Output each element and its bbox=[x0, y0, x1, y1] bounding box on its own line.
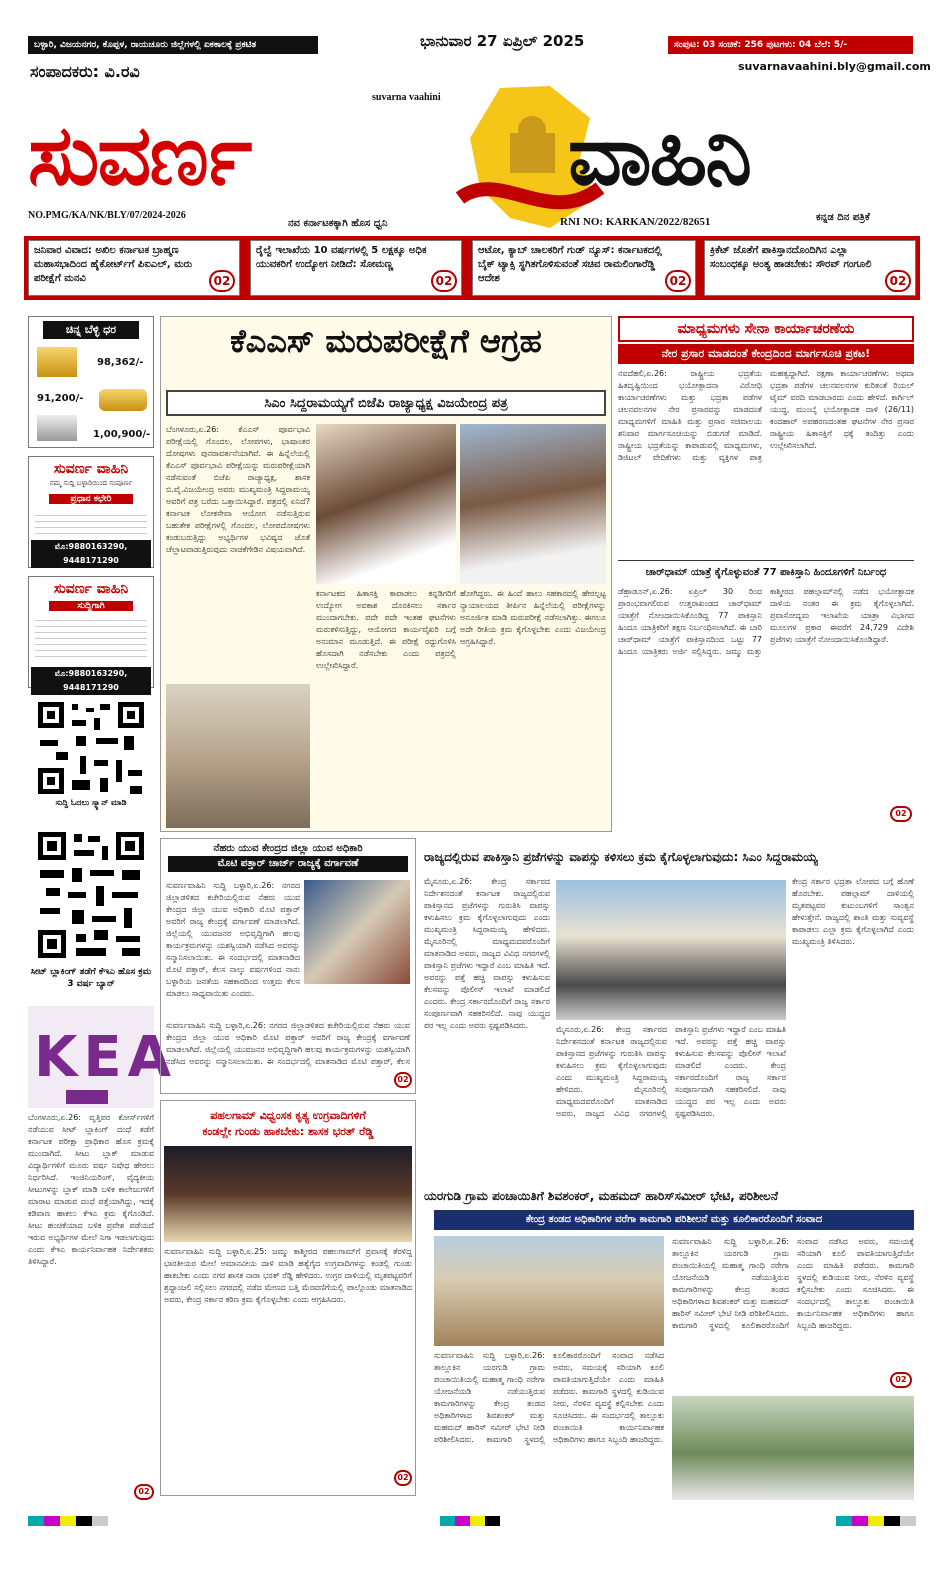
office-ad-label: ಪ್ರಧಾನ ಕಛೇರಿ bbox=[49, 494, 133, 504]
lead-photo-exam-hall bbox=[166, 684, 310, 828]
pahalgam-headline-2: ಕಂಡಲ್ಲೇ ಗುಂಡು ಹಾಕಬೇಕು: ಶಾಸಕ ಭರತ್ ರೆಡ್ಡಿ bbox=[202, 1125, 374, 1138]
lead-headline: ಕೆಎಎಸ್ ಮರುಪರೀಕ್ಷೆಗೆ ಆಗ್ರಹ bbox=[230, 322, 542, 360]
kea-story-page: 02 bbox=[134, 1484, 154, 1500]
yaraguddi-headline: ಯರಗುಡಿ ಗ್ರಾಮ ಪಂಚಾಯಿತಿಗೆ ಶಿವಶಂಕರ್, ಮಹಮದ್ ಹಾರಿಸ್‌ಸಮೀರ್ ಭೇಟಿ, ಪರಿಶೀಲನೆ bbox=[424, 1189, 778, 1203]
pahalgam-page: 02 bbox=[394, 1470, 412, 1486]
masthead-title-left: ಸುವರ್ಣ bbox=[28, 106, 251, 204]
teaser-4-page: 02 bbox=[885, 270, 911, 292]
qr-code-2[interactable] bbox=[36, 830, 146, 960]
news-ad bbox=[28, 576, 154, 692]
media-headline-1: ಮಾಧ್ಯಮಗಳು ಸೇನಾ ಕಾರ್ಯಾಚರಣೆಯ bbox=[618, 316, 914, 342]
news-ad-title: ಸುವರ್ಣ ವಾಹಿನಿ bbox=[53, 581, 129, 597]
nyk-page: 02 bbox=[394, 1072, 412, 1088]
lead-col-2: ಕರ್ನಾಟಕದ ಹಿತಾಸಕ್ತಿ ಕಾಪಾಡಲು ಕನ್ನಡಿಗರಿಗೆ ಉದ್ಯೋಗ ಅವಕಾಶ ದೊರಕಿಸಲು ಸರ್ಕಾರ ಮುಂದಾಗಬೇಕು. ಪದೇ ಪದೇ ಇಂತಹ ಘಟನೆಗಳು ಮರುಕಳಿಸುತ್ತಿದ್ದು, ಆಯೋಗದ ಕಾರ್ಯವೈಖರಿ ಬಗ್ಗೆ ಅನುಮಾನ ಮೂಡುತ್ತಿದೆ. ಈ ಪರೀಕ್ಷೆ ರದ್ದುಗೊಳಿಸಿ ಹೊಸದಾಗಿ ನಡೆಸಬೇಕು ಎಂದು ಪತ್ರದಲ್ಲಿ ಉಲ್ಲೇಖಿಸಿದ್ದಾರೆ. bbox=[316, 589, 456, 670]
pahalgam-photo-candle-march bbox=[164, 1146, 412, 1242]
issue-date: ಭಾನುವಾರ 27 ಏಪ್ರಿಲ್ 2025 bbox=[420, 32, 585, 50]
teaser-3-page: 02 bbox=[665, 270, 691, 292]
teaser-1-page: 02 bbox=[209, 270, 235, 292]
news-ad-label: ಸುದ್ದಿಗಾಗಿ bbox=[49, 601, 133, 611]
teaser-3-text: ಆಟೋ, ಕ್ಯಾಬ್ ಚಾಲಕರಿಗೆ ಗುಡ್ ನ್ಯೂಸ್: ಕರ್ನಾಟಕದಲ್ಲಿ ಬೈಕ್ ಟ್ಯಾಕ್ಸಿ ಸ್ಥಗಿತಗೊಳಿಸುವಂತೆ ಸಚಿವ ರಾಮಲಿಂಗಾರೆಡ್ಡಿ ಆದೇಶ bbox=[478, 245, 662, 284]
masthead-title-right: ವಾಹಿನಿ bbox=[568, 106, 750, 204]
yaraguddi-photo-field bbox=[434, 1236, 664, 1346]
lead-photo-vijayendra bbox=[316, 424, 456, 584]
teaser-3[interactable] bbox=[472, 240, 696, 296]
pak-body-left: ಮೈಸೂರು,ಏ.26: ಕೇಂದ್ರ ಸರ್ಕಾರದ ನಿರ್ದೇಶನದಂತೆ ಕರ್ನಾಟಕ ರಾಜ್ಯದಲ್ಲಿರುವ ಪಾಕಿಸ್ತಾನದ ಪ್ರಜೆಗಳನ್ನು ಗುರುತಿಸಿ ವಾಪಸ್ಸು ಕಳುಹಿಸಲು ಕ್ರಮ ಕೈಗೊಳ್ಳಲಾಗುವುದು ಎಂದು ಮುಖ್ಯಮಂತ್ರಿ ಸಿದ್ದರಾಮಯ್ಯ ಹೇಳಿದರು. ಮೈಸೂರಿನಲ್ಲಿ ಮಾಧ್ಯಮದವರೊಂದಿಗೆ ಮಾತನಾಡಿದ ಅವರು, ರಾಜ್ಯದ ವಿವಿಧ ನಗರಗಳಲ್ಲಿ ಪಾಕಿಸ್ತಾನಿ ಪ್ರಜೆಗಳು ಇದ್ದಾರೆ ಎಂಬ ಮಾಹಿತಿ ಇದೆ. ಅವರನ್ನು ಪತ್ತೆ ಹಚ್ಚಿ ವಾಪಸ್ಸು ಕಳುಹಿಸುವ ಕೆಲಸವನ್ನು ಪೊಲೀಸ್ ಇಲಾಖೆ ಮಾಡಲಿದೆ ಎಂದರು. ಕೇಂದ್ರ ಸರ್ಕಾರದೊಂದಿಗೆ ರಾಜ್ಯ ಸರ್ಕಾರ ಸಂಪೂರ್ಣವಾಗಿ ಸಹಕರಿಸಲಿದೆ. ನಾವು ಯುದ್ಧದ ಪರ ಇಲ್ಲ ಎಂದು ಅವರು ಸ್ಪಷ್ಟಪಡಿಸಿದರು. bbox=[424, 877, 550, 1030]
teaser-2-page: 02 bbox=[431, 270, 457, 292]
teaser-4-text: ಕ್ರಿಕೆಟ್ ಜೊತೆಗೆ ಪಾಕಿಸ್ತಾನದೊಂದಿಗಿನ ಎಲ್ಲಾ ಸಂಬಂಧಕ್ಕೂ ಅಂತ್ಯ ಹಾಡಬೇಕು: ಸೌರವ್ ಗಂಗೂಲಿ bbox=[710, 245, 872, 270]
pak-body-mid: ಮೈಸೂರು,ಏ.26: ಕೇಂದ್ರ ಸರ್ಕಾರದ ನಿರ್ದೇಶನದಂತೆ ಕರ್ನಾಟಕ ರಾಜ್ಯದಲ್ಲಿರುವ ಪಾಕಿಸ್ತಾನದ ಪ್ರಜೆಗಳನ್ನು ಗುರುತಿಸಿ ವಾಪಸ್ಸು ಕಳುಹಿಸಲು ಕ್ರಮ ಕೈಗೊಳ್ಳಲಾಗುವುದು ಎಂದು ಮುಖ್ಯಮಂತ್ರಿ ಸಿದ್ದರಾಮಯ್ಯ ಹೇಳಿದರು. ಮೈಸೂರಿನಲ್ಲಿ ಮಾಧ್ಯಮದವರೊಂದಿಗೆ ಮಾತನಾಡಿದ ಅವರು, ರಾಜ್ಯದ ವಿವಿಧ ನಗರಗಳಲ್ಲಿ ಪಾಕಿಸ್ತಾನಿ ಪ್ರಜೆಗಳು ಇದ್ದಾರೆ ಎಂಬ ಮಾಹಿತಿ ಇದೆ. ಅವರನ್ನು ಪತ್ತೆ ಹಚ್ಚಿ ವಾಪಸ್ಸು ಕಳುಹಿಸುವ ಕೆಲಸವನ್ನು ಪೊಲೀಸ್ ಇಲಾಖೆ ಮಾಡಲಿದೆ ಎಂದರು. ಕೇಂದ್ರ ಸರ್ಕಾರದೊಂದಿಗೆ ರಾಜ್ಯ ಸರ್ಕಾರ ಸಂಪೂರ್ಣವಾಗಿ ಸಹಕರಿಸಲಿದೆ. ನಾವು ಯುದ್ಧದ ಪರ ಇಲ್ಲ ಎಂದು ಅವರು ಸ್ಪಷ್ಟಪಡಿಸಿದರು. bbox=[556, 1025, 786, 1118]
lead-subhead: ಸಿಎಂ ಸಿದ್ದರಾಮಯ್ಯಗೆ ಬಿಜೆಪಿ ರಾಜ್ಯಾಧ್ಯಕ್ಷ ವಿಜಯೇಂದ್ರ ಪತ್ರ bbox=[166, 390, 606, 416]
kea-logo-step bbox=[66, 1090, 108, 1104]
print-color-bar-left bbox=[28, 1516, 108, 1526]
news-ad-body bbox=[35, 615, 147, 661]
office-ad-title: ಸುವರ್ಣ ವಾಹಿನಿ bbox=[53, 461, 129, 477]
silver-bar-icon bbox=[37, 415, 77, 441]
nyk-headline-1: ನೆಹರು ಯುವ ಕೇಂದ್ರದ ಜಿಲ್ಲಾ ಯುವ ಅಧಿಕಾರಿ bbox=[213, 843, 363, 854]
issue-info: ಸಂಪುಟ: 03 ಸಂಚಿಕೆ: 256 ಪುಟಗಳು: 04 ಬೆಲೆ: 5/- bbox=[668, 36, 913, 54]
contact-email: suvarnavaahini.bly@gmail.com bbox=[738, 60, 931, 73]
lead-photo-siddaramaiah bbox=[460, 424, 606, 584]
office-ad-sub: ನಮ್ಮ ಸುದ್ದಿ ಬಳ್ಳಾರಿಯಿಂದ ಸಂಪೂರ್ಣ bbox=[49, 479, 133, 487]
yaraguddi-body-right: ಸುವರ್ಣವಾಹಿನಿ ಸುದ್ದಿ ಬಳ್ಳಾರಿ,ಏ.26: ತಾಲ್ಲೂಕಿನ ಯರಗುಡಿ ಗ್ರಾಮ ಪಂಚಾಯಿತಿಯಲ್ಲಿ ಮಹಾತ್ಮ ಗಾಂಧಿ ನರೇಗಾ ಯೋಜನೆಯಡಿ ನಡೆಯುತ್ತಿರುವ ಕಾಮಗಾರಿಗಳನ್ನು ಕೇಂದ್ರ ತಂಡದ ಅಧಿಕಾರಿಗಳಾದ ಶಿವಶಂಕರ್ ಮತ್ತು ಮಹಮದ್ ಹಾರಿಸ್ ಸಮೀರ್ ಭೇಟಿ ನೀಡಿ ಪರಿಶೀಲಿಸಿದರು. ಕಾಮಗಾರಿ ಸ್ಥಳದಲ್ಲಿ ಕೂಲಿಕಾರರೊಂದಿಗೆ ಸಂವಾದ ನಡೆಸಿದ ಅವರು, ಸಮಯಕ್ಕೆ ಸರಿಯಾಗಿ ಕೂಲಿ ಪಾವತಿಯಾಗುತ್ತಿದೆಯೇ ಎಂದು ಮಾಹಿತಿ ಪಡೆದರು. ಕಾಮಗಾರಿ ಸ್ಥಳದಲ್ಲಿ ಕುಡಿಯುವ ನೀರು, ನೆರಳಿನ ವ್ಯವಸ್ಥೆ ಕಲ್ಪಿಸಬೇಕು ಎಂದು ಸೂಚಿಸಿದರು. ಈ ಸಂದರ್ಭದಲ್ಲಿ ತಾಲ್ಲೂಕು ಪಂಚಾಯಿತಿ ಕಾರ್ಯನಿರ್ವಾಹಕ ಅಧಿಕಾರಿಗಳು ಹಾಗೂ ಸಿಬ್ಬಂದಿ ಹಾಜರಿದ್ದರು. bbox=[672, 1237, 914, 1330]
office-ad-phone: ಮೊ:9880163290, 9448171290 bbox=[31, 540, 151, 568]
nyk-photo bbox=[304, 880, 410, 984]
pahalgam-body: ಸುವರ್ಣವಾಹಿನಿ ಸುದ್ದಿ ಬಳ್ಳಾರಿ,ಏ.25: ಜಮ್ಮು ಕಾಶ್ಮೀರದ ಪಹಲಗಾಮ್‌ಗೆ ಪ್ರವಾಸಕ್ಕೆ ತೆರಳಿದ್ದ ಭಾರತೀಯರ ಮೇಲೆ ಅಮಾನವೀಯ ದಾಳಿ ಮಾಡಿ ಹತ್ಯೆಗೈದ ಉಗ್ರವಾದಿಗಳನ್ನು ಕಂಡಲ್ಲಿ ಗುಂಡು ಹಾಕಬೇಕು ಎಂದು ನಗರ ಶಾಸಕ ನಾರಾ ಭರತ್ ರೆಡ್ಡಿ ಹೇಳಿದರು. ಉಗ್ರರ ದಾಳಿಯಲ್ಲಿ ಮೃತಪಟ್ಟವರಿಗೆ ಶ್ರದ್ಧಾಂಜಲಿ ಸಲ್ಲಿಸಲು ನಗರದಲ್ಲಿ ನಡೆದ ಮೇಣದ ಬತ್ತಿ ಮೆರವಣಿಗೆಯಲ್ಲಿ ಪಾಲ್ಗೊಂಡು ಮಾತನಾಡಿದ ಅವರು, ಕೇಂದ್ರ ಸರ್ಕಾರ ಕಠಿಣ ಕ್ರಮ ಕೈಗೊಳ್ಳಬೇಕು ಎಂದು ಆಗ್ರಹಿಸಿದರು. bbox=[164, 1247, 412, 1304]
registration-number: NO.PMG/KA/NK/BLY/07/2024-2026 bbox=[28, 210, 186, 221]
chardham-body: ಡೆಹ್ರಾಡೂನ್,ಏ.26: ಏಪ್ರಿಲ್ 30 ರಿಂದ ಪ್ರಾರಂಭವಾಗಲಿರುವ ಉತ್ತರಾಖಂಡದ ಚಾರ್‌ಧಾಮ್ ಯಾತ್ರೆಗೆ ನೋಂದಾಯಿಸಿಕೊಂಡಿದ್ದ 77 ಪಾಕಿಸ್ತಾನಿ ಹಿಂದೂ ಯಾತ್ರಿಕರಿಗೆ ತಕ್ಷಣ ನಿರ್ಬಂಧಿಸಲಾಗಿದೆ. ಈ ಬಾರಿ ಚಾರ್‌ಧಾಮ್ ಯಾತ್ರೆಗೆ ಪಾಕಿಸ್ತಾನದಿಂದ ಒಟ್ಟು 77 ಹಿಂದೂ ಯಾತ್ರಿಕರು ಅರ್ಜಿ ಸಲ್ಲಿಸಿದ್ದರು. ಜಮ್ಮು ಮತ್ತು ಕಾಶ್ಮೀರದ ಪಹಲ್ಗಾಮ್‌ನಲ್ಲಿ ನಡೆದ ಭಯೋತ್ಪಾದಕ ದಾಳಿಯ ನಂತರ ಈ ಕ್ರಮ ಕೈಗೊಳ್ಳಲಾಗಿದೆ. ಪ್ರವಾಸೋದ್ಯಮ ಇಲಾಖೆಯ ಯಾತ್ರಾ ವಿಭಾಗದ ಮೂಲಗಳ ಪ್ರಕಾರ ಈವರೆಗೆ 24,729 ವಿದೇಶಿ ಪ್ರಜೆಗಳು ಯಾತ್ರೆಗೆ ನೋಂದಾಯಿಸಿಕೊಂಡಿದ್ದಾರೆ. bbox=[618, 587, 914, 656]
teaser-4[interactable] bbox=[704, 240, 916, 296]
yaraguddi-page: 02 bbox=[890, 1372, 912, 1388]
districts-bar: ಬಳ್ಳಾರಿ, ವಿಜಯನಗರ, ಕೊಪ್ಪಳ, ರಾಯಚೂರು ಜಿಲ್ಲೆಗಳಲ್ಲಿ ಏಕಕಾಲಕ್ಕೆ ಪ್ರಕಟಿತ bbox=[28, 36, 318, 54]
teaser-2[interactable] bbox=[250, 240, 462, 296]
teaser-1[interactable] bbox=[28, 240, 240, 296]
gold-chain-icon bbox=[99, 389, 147, 411]
gold-bar-icon bbox=[37, 347, 77, 377]
paper-type: ಕನ್ನಡ ದಿನ ಪತ್ರಿಕೆ bbox=[816, 212, 870, 223]
nyk-body-top: ಸುವರ್ಣವಾಹಿನಿ ಸುದ್ದಿ ಬಳ್ಳಾರಿ,ಏ.26: ನಗರದ ಜಿಲ್ಲಾಡಳಿತದ ಕಚೇರಿಯಲ್ಲಿರುವ ನೆಹರು ಯುವ ಕೇಂದ್ರದ ಜಿಲ್ಲಾ ಯುವ ಅಧಿಕಾರಿ ಮೊಟಿ ಪತ್ತಾರ್ ಅವರಿಗೆ ರಾಜ್ಯ ಕೇಂದ್ರಕ್ಕೆ ವರ್ಗಾವಣೆ ಮಾಡಲಾಗಿದೆ. ಜಿಲ್ಲೆಯಲ್ಲಿ ಯುವಜನರ ಅಭಿವೃದ್ಧಿಗಾಗಿ ಹಲವು ಕಾರ್ಯಕ್ರಮಗಳನ್ನು ಯಶಸ್ವಿಯಾಗಿ ನಡೆಸಿದ ಅವರನ್ನು ಸನ್ಮಾನಿಸಲಾಯಿತು. ಈ ಸಂದರ್ಭದಲ್ಲಿ ಮಾತನಾಡಿದ ಮೊಟಿ ಪತ್ತಾರ್, ಕೆಲಸ ನಾಲ್ಕು ವರ್ಷಗಳಿಂದ ನಾನು ಬಳ್ಳಾರಿಯ ಜನತೆಯ ಸಹಕಾರದಿಂದ ಉತ್ತಮ ಕೆಲಸ ಮಾಡಲು ಸಾಧ್ಯವಾಯಿತು ಎಂದರು. bbox=[166, 881, 300, 998]
gold-22-rate: 91,200/- bbox=[37, 393, 84, 404]
media-body: ನವದೆಹಲಿ,ಏ.26: ರಾಷ್ಟ್ರೀಯ ಭದ್ರತೆಯ ಹಿತದೃಷ್ಟಿಯಿಂದ ಭಯೋತ್ಪಾದನಾ ವಿರೋಧಿ ಕಾರ್ಯಾಚರಣೆಗಳು ಮತ್ತು ಭದ್ರತಾ ಪಡೆಗಳ ಚಲನವಲನಗಳ ನೇರ ಪ್ರಸಾರವನ್ನು ಮಾಡದಂತೆ ಮಾಧ್ಯಮಗಳಿಗೆ ಮಾಹಿತಿ ಮತ್ತು ಪ್ರಸಾರ ಸಚಿವಾಲಯ ಶನಿವಾರ ಮಾರ್ಗಸೂಚಿಯನ್ನು ಬಿಡುಗಡೆ ಮಾಡಿದೆ. ರಾಷ್ಟ್ರೀಯ ಭದ್ರತೆಯನ್ನು ಕಾಪಾಡುವಲ್ಲಿ ಮಾಧ್ಯಮಗಳು, ಡಿಜಿಟಲ್ ವೇದಿಕೆಗಳು ಮತ್ತು ವ್ಯಕ್ತಿಗಳ ಪಾತ್ರ ಮಹತ್ವದ್ದಾಗಿದೆ. ರಕ್ಷಣಾ ಕಾರ್ಯಾಚರಣೆಗಳು ಅಥವಾ ಭದ್ರತಾ ಪಡೆಗಳ ಚಲನವಲನಗಳ ಕುರಿತಂತೆ ರಿಯಲ್ ಟೈಮ್ ವರದಿ ಮಾಡಬಾರದು ಎಂದು ಹೇಳಿದೆ. ಕಾರ್ಗಿಲ್ ಯುದ್ಧ, ಮುಂಬೈ ಭಯೋತ್ಪಾದಕ ದಾಳಿ (26/11) ಕಂದಹಾರ್ ಅಪಹರಣದಂತಹ ಘಟನೆಗಳ ನೇರ ಪ್ರಸಾರ ರಾಷ್ಟ್ರೀಯ ಹಿತಾಸಕ್ತಿಗೆ ಧಕ್ಕೆ ತಂದಿತ್ತು ಎಂದು ಉಲ್ಲೇಖಿಸಲಾಗಿದೆ. bbox=[618, 369, 914, 462]
media-headline-2: ನೇರ ಪ್ರಸಾರ ಮಾಡದಂತೆ ಕೇಂದ್ರದಿಂದ ಮಾರ್ಗಸೂಚಿ ಪ್ರಕಟ! bbox=[618, 344, 914, 364]
chardham-page: 02 bbox=[890, 806, 912, 822]
kea-story-body: ಬೆಂಗಳೂರು,ಏ.26: ವೃತ್ತಿಪರ ಕೋರ್ಸ್‌ಗಳಿಗೆ ನಡೆಯುವ ಸೀಟ್ ಬ್ಲಾಕಿಂಗ್ ದಂಧೆ ತಡೆಗೆ ಕರ್ನಾಟಕ ಪರೀಕ್ಷಾ ಪ್ರಾಧಿಕಾರ ಹೊಸ ಕ್ರಮಕ್ಕೆ ಮುಂದಾಗಿದೆ. ಸೀಟು ಬ್ಲಾಕ್ ಮಾಡುವ ವಿದ್ಯಾರ್ಥಿಗಳಿಗೆ ಮೂರು ವರ್ಷ ನಿಷೇಧ ಹೇರಲು ನಿರ್ಧರಿಸಿದೆ. ಇಂಜಿನಿಯರಿಂಗ್, ವೈದ್ಯಕೀಯ ಸೀಟುಗಳನ್ನು ಬ್ಲಾಕ್ ಮಾಡಿ ಬಳಿಕ ಕಾಲೇಜುಗಳಿಗೆ ಮಾರಾಟ ಮಾಡುವ ದಂಧೆ ಪತ್ತೆಯಾಗಿದ್ದು, ಇದಕ್ಕೆ ಕಡಿವಾಣ ಹಾಕಲು ಕೆಇಎ ಕ್ರಮ ಕೈಗೊಂಡಿದೆ. ಸೀಟು ಹಂಚಿಕೆಯಾದ ಬಳಿಕ ಪ್ರವೇಶ ಪಡೆಯದೆ ಇರುವ ಅಭ್ಯರ್ಥಿಗಳ ಮೇಲೆ ನಿಗಾ ಇಡಲಾಗುವುದು ಎಂದು ಕೆಇಎ ಕಾರ್ಯನಿರ್ವಾಹಕ ನಿರ್ದೇಶಕರು ತಿಳಿಸಿದ್ದಾರೆ. bbox=[28, 1113, 154, 1266]
pak-headline: ರಾಜ್ಯದಲ್ಲಿರುವ ಪಾಕಿಸ್ತಾನಿ ಪ್ರಜೆಗಳನ್ನು ವಾಪಸ್ಸು ಕಳಿಸಲು ಕ್ರಮ ಕೈಗೊಳ್ಳಲಾಗುವುದು: ಸಿಎಂ ಸಿದ್ದರಾಮಯ್ಯ bbox=[424, 850, 818, 864]
print-color-bar-right bbox=[836, 1516, 916, 1526]
pak-photo-cm-press bbox=[556, 880, 786, 1020]
office-ad-address bbox=[35, 510, 147, 534]
kea-logo-text: KEA bbox=[34, 1025, 177, 1090]
pak-body-right: ಕೇಂದ್ರ ಸರ್ಕಾರ ಭದ್ರತಾ ಲೋಪದ ಬಗ್ಗೆ ಹೊಣೆ ಹೊರಬೇಕು. ಪಹಲ್ಗಾಮ್ ದಾಳಿಯಲ್ಲಿ ಮೃತಪಟ್ಟವರ ಕುಟುಂಬಗಳಿಗೆ ಸಾಂತ್ವನ ಹೇಳುತ್ತೇನೆ. ರಾಜ್ಯದಲ್ಲಿ ಶಾಂತಿ ಮತ್ತು ಸುವ್ಯವಸ್ಥೆ ಕಾಪಾಡಲು ಎಲ್ಲಾ ಕ್ರಮ ಕೈಗೊಳ್ಳಲಾಗಿದೆ ಎಂದು ಮುಖ್ಯಮಂತ್ರಿ ತಿಳಿಸಿದರು. bbox=[792, 877, 914, 946]
silver-rate: 1,00,900/- bbox=[93, 429, 151, 440]
chardham-headline: ಚಾರ್‌ಧಾಮ್ ಯಾತ್ರೆ ಕೈಗೊಳ್ಳುವಂತೆ 77 ಪಾಕಿಸ್ತಾನಿ ಹಿಂದೂಗಳಿಗೆ ನಿರ್ಬಂಧ bbox=[645, 567, 887, 578]
tagline: ನವ ಕರ್ನಾಟಕಕ್ಕಾಗಿ ಹೊಸ ಧ್ವನಿ bbox=[288, 218, 388, 229]
rni-number: RNI NO: KARKAN/2022/82651 bbox=[560, 216, 711, 228]
pahalgam-headline-1: ಪಹಲಗಾಮ್ ವಿಧ್ವಂಸಕ ಕೃತ್ಯ ಉಗ್ರವಾದಿಗಳಿಗೆ bbox=[210, 1109, 366, 1122]
nyk-body-bottom: ಸುವರ್ಣವಾಹಿನಿ ಸುದ್ದಿ ಬಳ್ಳಾರಿ,ಏ.26: ನಗರದ ಜಿಲ್ಲಾಡಳಿತದ ಕಚೇರಿಯಲ್ಲಿರುವ ನೆಹರು ಯುವ ಕೇಂದ್ರದ ಜಿಲ್ಲಾ ಯುವ ಅಧಿಕಾರಿ ಮೊಟಿ ಪತ್ತಾರ್ ಅವರಿಗೆ ರಾಜ್ಯ ಕೇಂದ್ರಕ್ಕೆ ವರ್ಗಾವಣೆ ಮಾಡಲಾಗಿದೆ. ಜಿಲ್ಲೆಯಲ್ಲಿ ಯುವಜನರ ಅಭಿವೃದ್ಧಿಗಾಗಿ ಹಲವು ಕಾರ್ಯಕ್ರಮಗಳನ್ನು ಯಶಸ್ವಿಯಾಗಿ ನಡೆಸಿದ ಅವರನ್ನು ಸನ್ಮಾನಿಸಲಾಯಿತು. ಈ ಸಂದರ್ಭದಲ್ಲಿ ಮಾತನಾಡಿದ ಮೊಟಿ ಪತ್ತಾರ್, ಕೆಲಸ bbox=[166, 1021, 410, 1066]
gold-rate-box bbox=[28, 316, 154, 448]
yaraguddi-photo-meeting bbox=[672, 1396, 914, 1500]
teaser-1-text: ಜನಿವಾರ ವಿವಾದ: ಅಖಿಲ ಕರ್ನಾಟಕ ಬ್ರಾಹ್ಮಣ ಮಹಾಸಭಾದಿಂದ ಹೈಕೋರ್ಟ್‌ಗೆ ಪಿಐಎಲ್, ಮರು ಪರೀಕ್ಷೆಗೆ ಮನವಿ bbox=[34, 245, 193, 284]
lead-col-3: ಹೋಗಿದ್ದರು. ಈ ಹಿಂದೆ ಹಾಲು ಸಹಕಾರದಲ್ಲಿ ಹೇರಲ್ಪಟ್ಟ ನ್ಯಾಯಾಲಯದ ತೀರ್ಪಿನ ಹಿನ್ನೆಲೆಯಲ್ಲಿ ಪರೀಕ್ಷೆಗಳನ್ನು ಅನೂರ್ಜಿತ ಮಾಡಿ ಮರುಪರೀಕ್ಷೆ ನಡೆಸಲಾಗಿತ್ತು. ಈಗಲೂ ಅದೇ ರೀತಿಯ ಕ್ರಮ ಕೈಗೊಳ್ಳಬೇಕು ಎಂದು ವಿಜಯೇಂದ್ರ ಆಗ್ರಹಿಸಿದ್ದಾರೆ. bbox=[460, 589, 606, 646]
yaraguddi-subhead: ಕೇಂದ್ರ ತಂಡದ ಅಧಿಕಾರಿಗಳ ವರೆಗಾ ಕಾಮಗಾರಿ ಪರಿಶೀಲನೆ ಮತ್ತು ಕೂಲಿಕಾರರೊಂದಿಗೆ ಸಂವಾದ bbox=[434, 1210, 914, 1230]
nyk-headline-2: ಮೊಟಿ ಪತ್ತಾರ್ ಚಾರ್ಜ್ ರಾಜ್ಯಕ್ಕೆ ವರ್ಗಾವಣೆ bbox=[168, 856, 408, 872]
gold-rate-title: ಚಿನ್ನ ಬೆಳ್ಳಿ ಧರ bbox=[43, 321, 139, 339]
kea-box-caption: ಸೀಟ್ ಬ್ಲಾಕಿಂಗ್ ತಡೆಗೆ ಕೆಇಎ ಹೊಸ ಕ್ರಮ 3 ವರ್ಷ ಬ್ಯಾನ್ bbox=[30, 967, 152, 989]
print-color-bar-center bbox=[440, 1516, 500, 1526]
office-ad bbox=[28, 456, 154, 568]
lead-col-1: ಬೆಂಗಳೂರು,ಏ.26: ಕೆಎಎಸ್ ಪೂರ್ವಭಾವಿ ಪರೀಕ್ಷೆಯಲ್ಲಿ ಗೊಂದಲ, ಲೋಪಗಳು, ಭಾಷಾಂತರ ದೋಷಗಳು ಪುನರಾವರ್ತನೆಯಾಗಿವೆ. ಈ ಹಿನ್ನೆಲೆಯಲ್ಲಿ ಕೆಎಎಸ್ ಪೂರ್ವಭಾವಿ ಪರೀಕ್ಷೆಯನ್ನು ಮರುಪರೀಕ್ಷೆಯಾಗಿ ನಡೆಸುವಂತೆ ಬಿಜೆಪಿ ರಾಜ್ಯಾಧ್ಯಕ್ಷ, ಶಾಸಕ ಬಿ.ವೈ.ವಿಜಯೇಂದ್ರ ಅವರು ಮುಖ್ಯಮಂತ್ರಿ ಸಿದ್ದರಾಮಯ್ಯ ಅವರಿಗೆ ಪತ್ರ ಬರೆದು ಒತ್ತಾಯಿಸಿದ್ದಾರೆ. ಪತ್ರದಲ್ಲಿ ಏನಿದೆ? ಕರ್ನಾಟಕ ಲೋಕಸೇವಾ ಆಯೋಗ ನಡೆಸುತ್ತಿರುವ ಬಹುತೇಕ ಪರೀಕ್ಷೆಗಳಲ್ಲಿ ಗೊಂದಲ, ಲೋಪದೋಷಗಳು ಕಂಡುಬರುತ್ತಿದ್ದು ಅಭ್ಯರ್ಥಿಗಳ ಭವಿಷ್ಯದ ಜೊತೆ ಚೆಲ್ಲಾಟವಾಡುತ್ತಿರುವುದು ನಾಚಿಕೆಗೇಡಿನ ವಿಷಯವಾಗಿದೆ. bbox=[166, 425, 310, 554]
kea-logo bbox=[28, 1006, 177, 1108]
editor-name: ಸಂಪಾದಕರು: ವಿ.ರವಿ bbox=[30, 62, 140, 81]
media-divider bbox=[618, 560, 914, 561]
qr-code-1[interactable] bbox=[36, 700, 146, 796]
qr-code-1-caption: ಸುದ್ದಿ ಓದಲು ಸ್ಕ್ಯಾನ್ ಮಾಡಿ bbox=[55, 798, 127, 807]
yaraguddi-body-left: ಸುವರ್ಣವಾಹಿನಿ ಸುದ್ದಿ ಬಳ್ಳಾರಿ,ಏ.26: ತಾಲ್ಲೂಕಿನ ಯರಗುಡಿ ಗ್ರಾಮ ಪಂಚಾಯಿತಿಯಲ್ಲಿ ಮಹಾತ್ಮ ಗಾಂಧಿ ನರೇಗಾ ಯೋಜನೆಯಡಿ ನಡೆಯುತ್ತಿರುವ ಕಾಮಗಾರಿಗಳನ್ನು ಕೇಂದ್ರ ತಂಡದ ಅಧಿಕಾರಿಗಳಾದ ಶಿವಶಂಕರ್ ಮತ್ತು ಮಹಮದ್ ಹಾರಿಸ್ ಸಮೀರ್ ಭೇಟಿ ನೀಡಿ ಪರಿಶೀಲಿಸಿದರು. ಕಾಮಗಾರಿ ಸ್ಥಳದಲ್ಲಿ ಕೂಲಿಕಾರರೊಂದಿಗೆ ಸಂವಾದ ನಡೆಸಿದ ಅವರು, ಸಮಯಕ್ಕೆ ಸರಿಯಾಗಿ ಕೂಲಿ ಪಾವತಿಯಾಗುತ್ತಿದೆಯೇ ಎಂದು ಮಾಹಿತಿ ಪಡೆದರು. ಕಾಮಗಾರಿ ಸ್ಥಳದಲ್ಲಿ ಕುಡಿಯುವ ನೀರು, ನೆರಳಿನ ವ್ಯವಸ್ಥೆ ಕಲ್ಪಿಸಬೇಕು ಎಂದು ಸೂಚಿಸಿದರು. ಈ ಸಂದರ್ಭದಲ್ಲಿ ತಾಲ್ಲೂಕು ಪಂಚಾಯಿತಿ ಕಾರ್ಯನಿರ್ವಾಹಕ ಅಧಿಕಾರಿಗಳು ಹಾಗೂ ಸಿಬ್ಬಂದಿ ಹಾಜರಿದ್ದರು. bbox=[434, 1351, 664, 1444]
news-ad-phone: ಮೊ:9880163290, 9448171290 bbox=[31, 667, 151, 695]
gold-24-rate: 98,362/- bbox=[97, 357, 144, 368]
latin-name: suvarna vaahini bbox=[372, 92, 441, 103]
teaser-2-text: ರೈಲ್ವೆ ಇಲಾಖೆಯ 10 ವರ್ಷಗಳಲ್ಲಿ 5 ಲಕ್ಷಕ್ಕೂ ಅಧಿಕ ಯುವಕರಿಗೆ ಉದ್ಯೋಗ ನೀಡಿದೆ: ಸೋಮಣ್ಣ bbox=[256, 245, 427, 270]
